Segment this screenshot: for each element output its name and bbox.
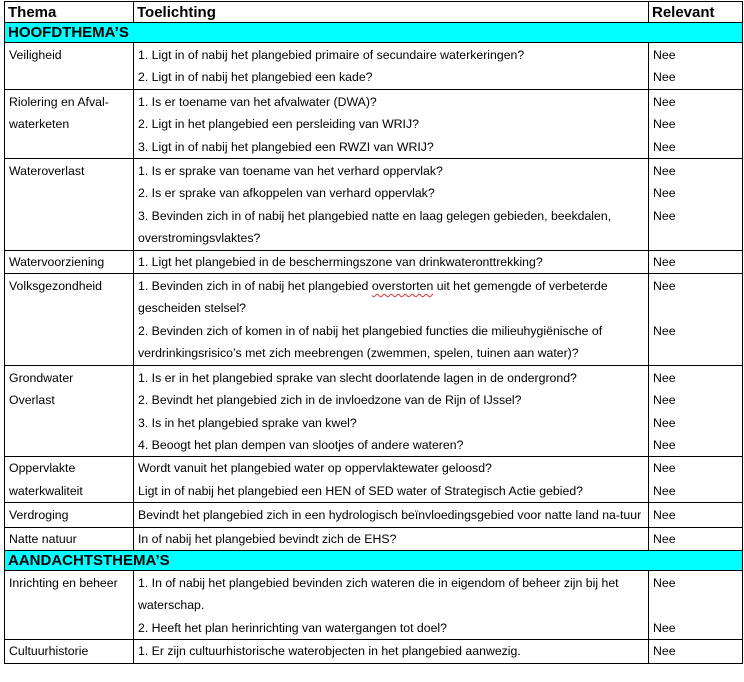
relevant-value: Nee: [653, 323, 676, 338]
section-title: AANDACHTSTHEMA’S: [5, 550, 743, 570]
table-row: [5, 89, 743, 158]
thema-label: waterketen: [9, 117, 70, 132]
header-relevant: Relevant: [649, 2, 743, 23]
thema-label: Veiligheid: [9, 48, 62, 62]
toelichting-item: 2. Ligt in het plangebied een persleiding van WRIJ?: [138, 117, 419, 132]
relevant-value: Nee: [653, 70, 676, 85]
relevant-value: Nee: [653, 393, 676, 408]
section-hoofdthemas: [5, 23, 743, 43]
relevant-value: Nee: [653, 644, 676, 659]
toelichting-item: 4. Beoogt het plan dempen van slootjes of andere wateren?: [138, 437, 464, 452]
toelichting-item: 3. Is in het plangebied sprake van kwel?: [138, 415, 357, 430]
thema-label: Cultuurhistorie: [9, 644, 89, 659]
header-row: [5, 2, 743, 23]
toelichting-item: Bevindt het plangebied zich in een hydrologisch beïnvloedingsgebied voor natte land na-tuur: [138, 508, 642, 523]
toelichting-item: 1. Bevinden zich in of nabij het plangebied overstorten uit het gemengde of verbeterde gescheiden stelsel?: [138, 279, 608, 316]
relevant-value: Nee: [653, 575, 676, 590]
table-row: [5, 43, 743, 90]
spellcheck-marked-word: overstorten: [371, 279, 434, 294]
relevant-value: Nee: [653, 415, 676, 430]
section-title: HOOFDTHEMA’S: [5, 23, 743, 43]
relevant-value: Nee: [653, 48, 676, 62]
table-row: [5, 457, 743, 503]
section-aandachtsthemas: [5, 550, 743, 570]
relevant-value: Nee: [653, 483, 676, 498]
header-thema: Thema: [5, 2, 134, 23]
table-row: [5, 640, 743, 663]
relevant-value: Nee: [653, 279, 676, 294]
relevant-value: Nee: [653, 94, 676, 109]
relevant-value: Nee: [653, 254, 676, 269]
thema-label: Volksgezondheid: [9, 279, 102, 294]
relevant-value: Nee: [653, 186, 676, 201]
thema-label: Oppervlakte: [9, 461, 76, 476]
thema-label: Verdroging: [9, 508, 69, 523]
relevant-value: Nee: [653, 508, 676, 523]
table-row: [5, 250, 743, 273]
relevant-value: Nee: [653, 620, 676, 635]
toelichting-item: 2. Heeft het plan herinrichting van watergangen tot doel?: [138, 620, 447, 635]
toelichting-item: 1. Is er toename van het afvalwater (DWA)?: [138, 94, 377, 109]
relevant-value: Nee: [653, 437, 676, 452]
toelichting-item: 1. Er zijn cultuurhistorische waterobjecten in het plangebied aanwezig.: [138, 644, 521, 659]
water-assessment-table: [4, 1, 743, 664]
relevant-value: Nee: [653, 370, 676, 385]
toelichting-item: In of nabij het plangebied bevindt zich de EHS?: [138, 531, 397, 546]
toelichting-item: 2. Is er sprake van afkoppelen van verhard oppervlak?: [138, 186, 435, 201]
toelichting-item: Ligt in of nabij het plangebied een HEN of SED water of Strategisch Actie gebied?: [138, 483, 584, 498]
relevant-value: Nee: [653, 208, 676, 223]
toelichting-item: 2. Ligt in of nabij het plangebied een kade?: [138, 70, 373, 85]
thema-label: Natte natuur: [9, 531, 77, 546]
table-row: [5, 570, 743, 639]
toelichting-item: 1. Is er sprake van toename van het verhard oppervlak?: [138, 164, 443, 179]
toelichting-item: 1. Ligt in of nabij het plangebied primaire of secundaire waterkeringen?: [138, 48, 525, 62]
thema-label: waterkwaliteit: [9, 483, 83, 498]
table-row: [5, 527, 743, 550]
relevant-value: Nee: [653, 117, 676, 132]
relevant-value: Nee: [653, 139, 676, 154]
toelichting-item: 2. Bevinden zich of komen in of nabij het plangebied functies die milieuhygiënische of verdrinkingsrisico’s met zich meebrengen (zwemmen, spelen, tuinen aan water)?: [138, 323, 603, 361]
toelichting-item: 3. Bevinden zich in of nabij het plangebied natte en laag gelegen gebieden, beekdalen, overstromingsvlaktes?: [138, 208, 612, 246]
thema-label: Overlast: [9, 393, 55, 408]
relevant-value: Nee: [653, 164, 676, 179]
toelichting-item: 1. Is er in het plangebied sprake van slecht doorlatende lagen in de ondergrond?: [138, 370, 577, 385]
toelichting-item: 3. Ligt in of nabij het plangebied een RWZI van WRIJ?: [138, 139, 434, 154]
table-row: [5, 503, 743, 527]
toelichting-item: 2. Bevindt het plangebied zich in de invloedzone van de Rijn of IJssel?: [138, 393, 522, 408]
thema-label: Grondwater: [9, 370, 74, 385]
relevant-value: Nee: [653, 531, 676, 546]
table-row: [5, 159, 743, 251]
relevant-value: Nee: [653, 461, 676, 476]
thema-label: Wateroverlast: [9, 164, 85, 179]
thema-label: Inrichting en beheer: [9, 575, 118, 590]
thema-label: Riolering en Afval-: [9, 94, 109, 109]
thema-label: Watervoorziening: [9, 254, 105, 269]
table-row: [5, 365, 743, 457]
toelichting-item: Wordt vanuit het plangebied water op oppervlaktewater geloosd?: [138, 461, 492, 476]
toelichting-item: 1. In of nabij het plangebied bevinden zich wateren die in eigendom of beheer zijn bij het waterschap.: [138, 575, 619, 613]
toelichting-item: 1. Ligt het plangebied in de beschermingszone van drinkwateronttrekking?: [138, 254, 543, 269]
table-row: [5, 274, 743, 366]
header-toelichting: Toelichting: [134, 2, 649, 23]
